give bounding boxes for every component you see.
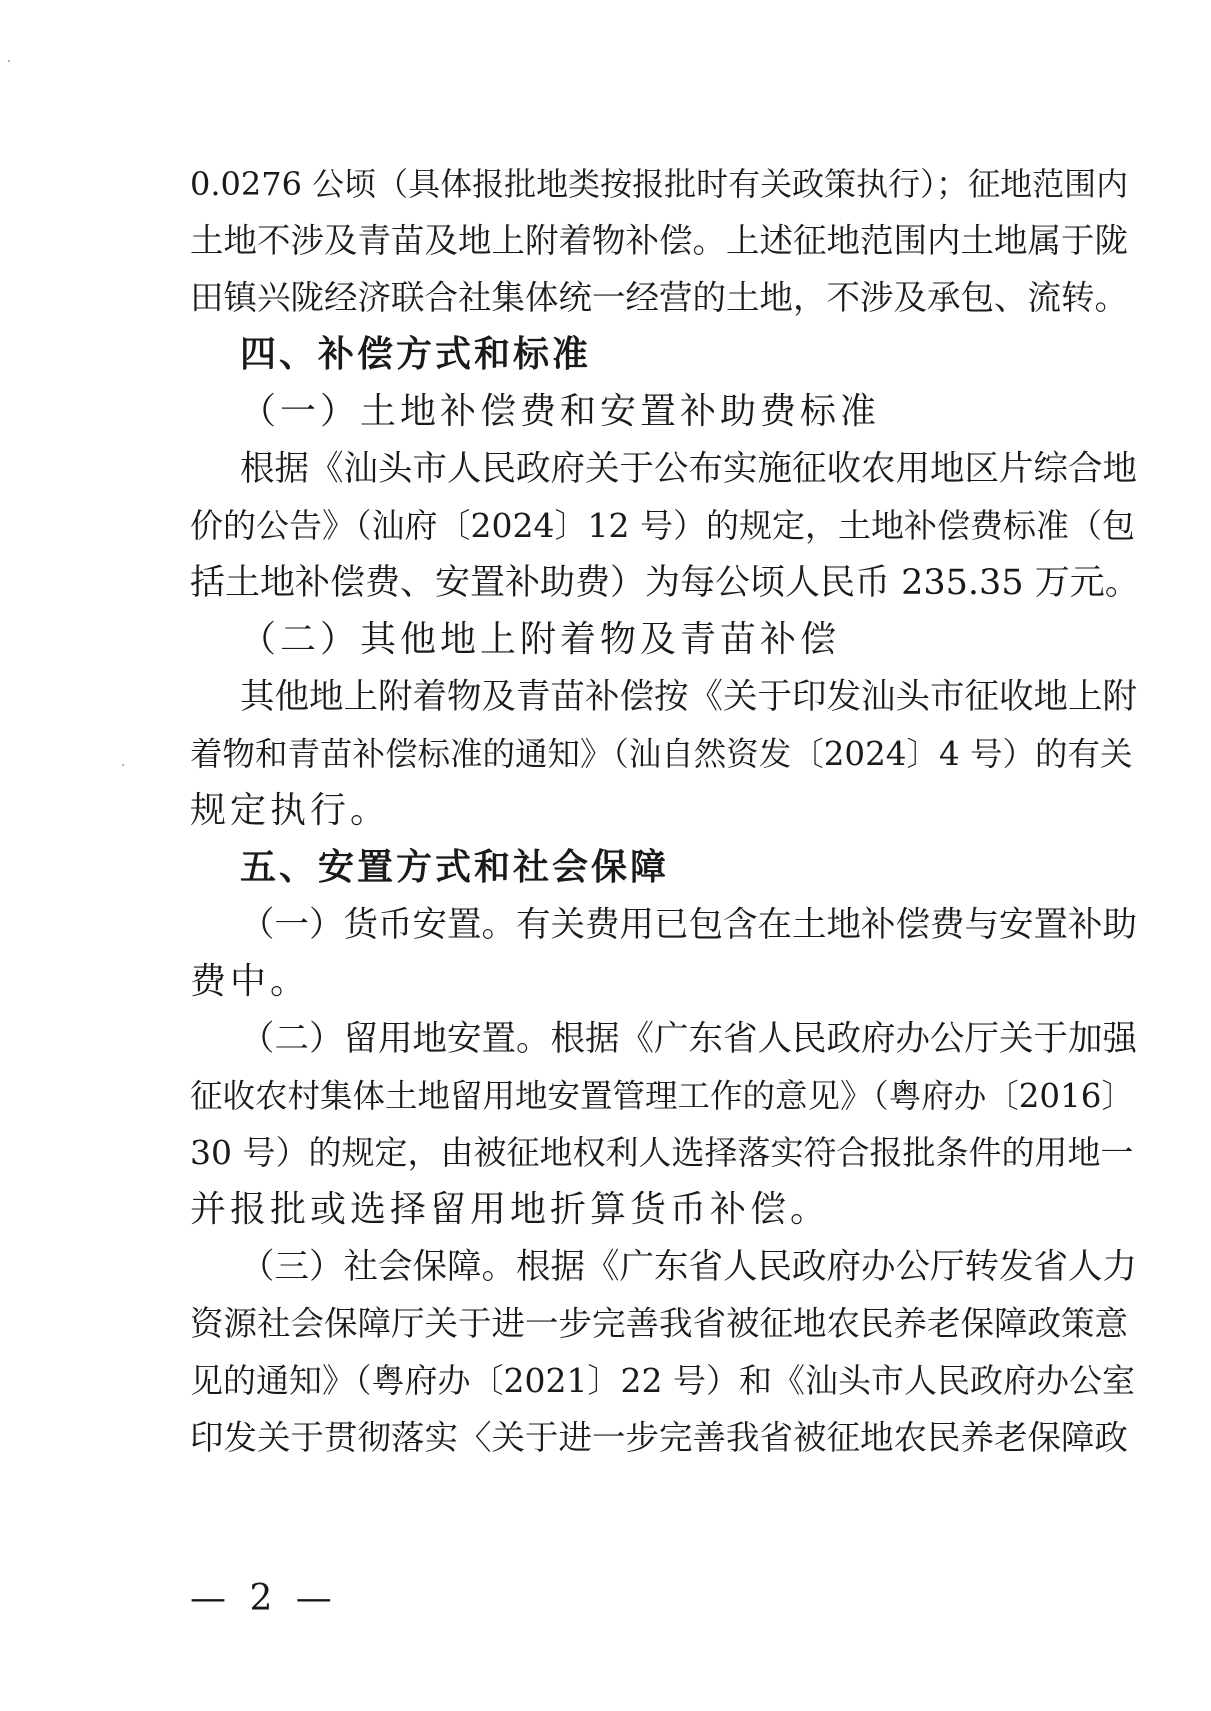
body-text-line: （一）货币安置。有关费用已包含在土地补偿费与安置补助 xyxy=(240,905,1137,945)
page-number: — 2 — xyxy=(190,1578,338,1619)
body-text-line: 见的通知》（粤府办〔2021〕22 号）和《汕头市人民政府办公室 xyxy=(190,1361,1135,1400)
body-text-line: （二）留用地安置。根据《广东省人民政府办公厅关于加强 xyxy=(240,1019,1137,1059)
body-text-line: 价的公告》（汕府〔2024〕12 号）的规定，土地补偿费标准（包 xyxy=(190,506,1135,545)
body-text-line: 根据《汕头市人民政府关于公布实施征收农用地区片综合地 xyxy=(240,449,1137,489)
scan-speck xyxy=(8,60,10,62)
section-heading: 四、补偿方式和标准 xyxy=(240,334,592,375)
body-text-line: 费中。 xyxy=(190,961,311,1002)
body-text-line: 其他地上附着物及青苗补偿按《关于印发汕头市征收地上附 xyxy=(240,677,1137,717)
body-text-line: 0.0276 公顷（具体报批地类按报批时有关政策执行）；征地范围内 xyxy=(190,165,1129,203)
body-text-line: 资源社会保障厅关于进一步完善我省被征地农民养老保障政策意 xyxy=(190,1304,1128,1343)
body-text-line: 田镇兴陇经济联合社集体统一经营的土地，不涉及承包、流转。 xyxy=(190,278,1128,317)
body-text-line: 规定执行。 xyxy=(190,790,391,831)
section-heading: 五、安置方式和社会保障 xyxy=(240,847,670,888)
body-text-line: 着物和青苗补偿标准的通知》（汕自然资发〔2024〕4 号）的有关 xyxy=(190,735,1133,773)
body-text-line: 并报批或选择留用地折算货币补偿。 xyxy=(190,1189,831,1230)
scan-speck xyxy=(122,764,124,766)
body-text-line: 30 号）的规定，由被征地权利人选择落实符合报批条件的用地一 xyxy=(190,1133,1134,1172)
body-text-line: 征收农村集体土地留用地安置管理工作的意见》（粤府办〔2016〕 xyxy=(190,1077,1134,1115)
body-text-line: 土地不涉及青苗及地上附着物补偿。上述征地范围内土地属于陇 xyxy=(190,221,1128,260)
subsection-heading: （一）土地补偿费和安置补助费标准 xyxy=(240,391,881,432)
subsection-heading: （二）其他地上附着物及青苗补偿 xyxy=(240,619,841,660)
body-text-line: （三）社会保障。根据《广东省人民政府办公厅转发省人力 xyxy=(240,1247,1137,1287)
body-text-line: 括土地补偿费、安置补助费）为每公顷人民币 235.35 万元。 xyxy=(190,563,1140,603)
body-text-line: 印发关于贯彻落实〈关于进一步完善我省被征地农民养老保障政 xyxy=(190,1418,1128,1457)
